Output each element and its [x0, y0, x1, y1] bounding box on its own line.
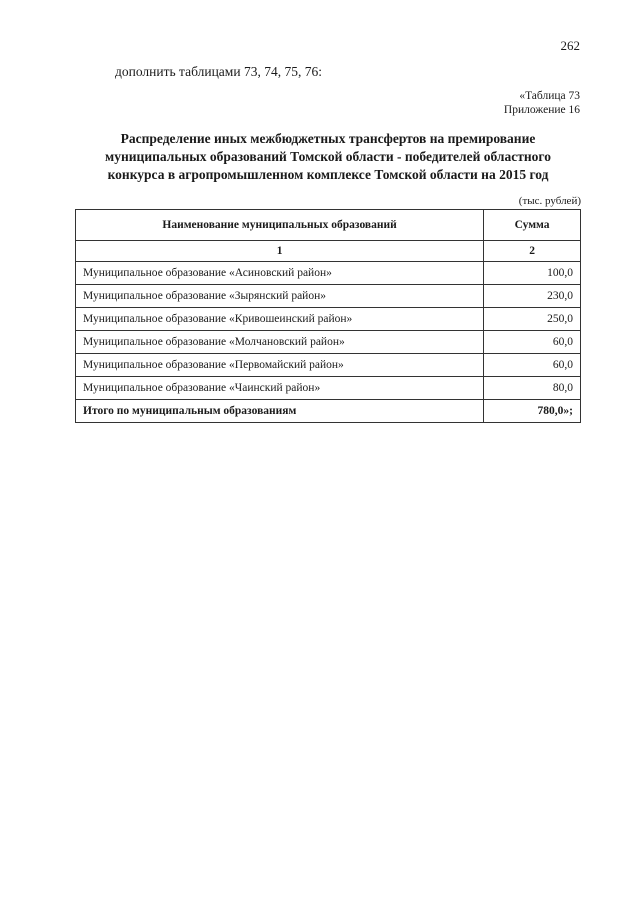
table-row [76, 262, 581, 285]
row-sum: 80,0 [484, 377, 581, 400]
total-sum: 780,0»; [484, 400, 581, 423]
table-row [76, 354, 581, 377]
header-row [76, 210, 581, 241]
header-sum: Сумма [484, 210, 581, 241]
table-reference [504, 89, 580, 117]
column-number-name: 1 [76, 241, 484, 262]
title-line-2: муниципальных образований Томской области - победителей областного [105, 149, 551, 164]
total-label: Итого по муниципальным образованиям [76, 400, 484, 423]
row-sum: 230,0 [484, 285, 581, 308]
intro-text: дополнить таблицами 73, 74, 75, 76: [115, 64, 322, 79]
row-name: Муниципальное образование «Кривошеинский район» [76, 308, 484, 331]
units-note: (тыс. рублей) [518, 195, 581, 207]
table-row [76, 285, 581, 308]
appendix-label: Приложение 16 [503, 104, 580, 116]
row-sum: 250,0 [484, 308, 581, 331]
title-line-3: конкурса в агропромышленном комплексе Томской области на 2015 год [107, 167, 549, 182]
row-name: Муниципальное образование «Асиновский район» [76, 262, 484, 285]
row-sum: 100,0 [484, 262, 581, 285]
row-name: Муниципальное образование «Чаинский район» [76, 377, 484, 400]
table-label: «Таблица 73 [519, 90, 580, 102]
document-title [75, 130, 581, 184]
title-line-1: Распределение иных межбюджетных трансфертов на премирование [120, 131, 536, 146]
column-number-row [76, 241, 581, 262]
page-number: 262 [560, 38, 580, 53]
row-name: Муниципальное образование «Зырянский район» [76, 285, 484, 308]
header-name: Наименование муниципальных образований [76, 210, 484, 241]
transfers-table [75, 209, 581, 423]
row-name: Муниципальное образование «Молчановский район» [76, 331, 484, 354]
column-number-sum: 2 [484, 241, 581, 262]
row-sum: 60,0 [484, 354, 581, 377]
row-name: Муниципальное образование «Первомайский район» [76, 354, 484, 377]
table-row [76, 308, 581, 331]
table-row [76, 377, 581, 400]
table-row [76, 331, 581, 354]
total-row [76, 400, 581, 423]
row-sum: 60,0 [484, 331, 581, 354]
